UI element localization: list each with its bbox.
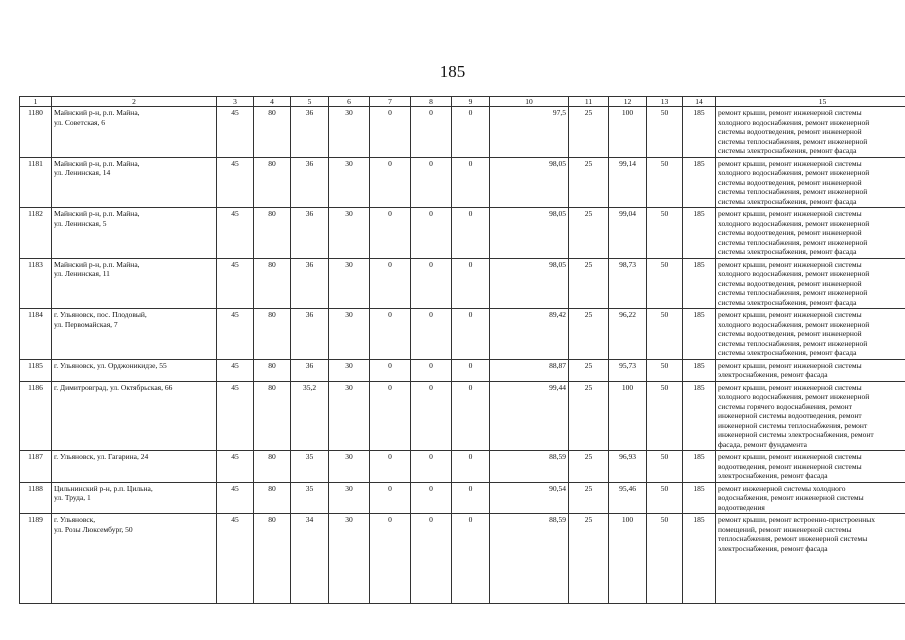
value-c12: 99,04 bbox=[609, 208, 647, 259]
page-number: 185 bbox=[439, 62, 466, 81]
value-c6: 30 bbox=[329, 157, 370, 208]
works-line: электроснабжения, ремонт фасада bbox=[718, 543, 828, 553]
table-body bbox=[20, 107, 905, 604]
value-c8: 0 bbox=[411, 208, 452, 259]
value-c11: 25 bbox=[569, 359, 609, 381]
address-cell bbox=[52, 208, 217, 259]
value-c4: 80 bbox=[254, 381, 291, 451]
value-c6: 30 bbox=[329, 381, 370, 451]
works-line: помещений, ремонт инженерной системы bbox=[718, 524, 852, 534]
works-line: системы водоотведения, ремонт инженерной bbox=[718, 278, 862, 288]
value-c8: 0 bbox=[411, 359, 452, 381]
works-cell bbox=[716, 514, 905, 604]
works-line: системы теплоснабжения, ремонт инженерной bbox=[718, 237, 868, 247]
value-c7: 0 bbox=[370, 359, 411, 381]
value-c10: 88,59 bbox=[490, 514, 569, 604]
value-c14: 185 bbox=[683, 359, 716, 381]
row-number: 1182 bbox=[20, 208, 52, 259]
address-cell bbox=[52, 309, 217, 360]
address-line: г. Ульяновск, ул. Орджоникидзе, 55 bbox=[54, 360, 167, 370]
table-row bbox=[20, 451, 905, 483]
address-line: Майнский р-н, р.п. Майна, bbox=[54, 158, 140, 168]
table-header-row bbox=[20, 97, 905, 107]
value-c11: 25 bbox=[569, 258, 609, 309]
value-c7: 0 bbox=[370, 482, 411, 514]
value-c4: 80 bbox=[254, 309, 291, 360]
works-line: системы теплоснабжения, ремонт инженерной bbox=[718, 338, 868, 348]
table-row bbox=[20, 359, 905, 381]
works-line: системы электроснабжения, ремонт фасада bbox=[718, 196, 857, 206]
value-c5: 35 bbox=[291, 451, 329, 483]
works-line: системы водоотведения, ремонт инженерной bbox=[718, 329, 862, 338]
works-line: системы теплоснабжения, ремонт инженерной bbox=[718, 136, 868, 146]
value-c14: 185 bbox=[683, 451, 716, 483]
value-c10: 98,05 bbox=[490, 208, 569, 259]
value-c3: 45 bbox=[217, 208, 254, 259]
works-line: ремонт крыши, ремонт инженерной системы bbox=[718, 108, 862, 117]
row-number: 1189 bbox=[20, 514, 52, 604]
value-c8: 0 bbox=[411, 258, 452, 309]
column-header-7: 7 bbox=[370, 97, 411, 107]
value-c4: 80 bbox=[254, 107, 291, 158]
works-line: системы электроснабжения, ремонт фасада bbox=[718, 146, 857, 155]
column-header-1: 1 bbox=[20, 97, 52, 107]
address-cell bbox=[52, 514, 217, 604]
address-line: г. Ульяновск, пос. Плодовый, bbox=[54, 310, 147, 319]
column-header-2: 2 bbox=[52, 97, 217, 107]
works-cell bbox=[716, 381, 905, 451]
column-header-15: 15 bbox=[716, 97, 905, 107]
works-line: водоотведения bbox=[718, 502, 765, 512]
address-line: г. Ульяновск, ул. Гагарина, 24 bbox=[54, 452, 149, 461]
value-c5: 36 bbox=[291, 208, 329, 259]
address-line: г. Ульяновск, bbox=[54, 515, 96, 524]
works-line: ремонт крыши, ремонт инженерной системы bbox=[718, 382, 862, 392]
table-row bbox=[20, 514, 905, 604]
address-line: Майнский р-н, р.п. Майна, bbox=[54, 259, 140, 269]
value-c8: 0 bbox=[411, 514, 452, 604]
value-c6: 30 bbox=[329, 359, 370, 381]
address-cell bbox=[52, 381, 217, 451]
value-c10: 90,54 bbox=[490, 482, 569, 514]
value-c13: 50 bbox=[647, 157, 683, 208]
address-cell bbox=[52, 258, 217, 309]
value-c5: 36 bbox=[291, 107, 329, 158]
works-line: инженерной системы водоотведения, ремонт bbox=[718, 411, 862, 420]
value-c4: 80 bbox=[254, 359, 291, 381]
works-line: системы теплоснабжения, ремонт инженерной bbox=[718, 187, 868, 196]
value-c14: 185 bbox=[683, 157, 716, 208]
value-c13: 50 bbox=[647, 258, 683, 309]
works-line: системы электроснабжения, ремонт фасада bbox=[718, 348, 857, 357]
address-line: г. Димитровград, ул. Октябрьская, 66 bbox=[54, 382, 173, 392]
value-c10: 88,59 bbox=[490, 451, 569, 483]
address-cell bbox=[52, 482, 217, 514]
row-number: 1183 bbox=[20, 258, 52, 309]
value-c7: 0 bbox=[370, 381, 411, 451]
address-line: ул. Труда, 1 bbox=[54, 493, 91, 502]
value-c8: 0 bbox=[411, 482, 452, 514]
value-c12: 100 bbox=[609, 381, 647, 451]
column-header-10: 10 bbox=[490, 97, 569, 107]
value-c7: 0 bbox=[370, 208, 411, 259]
works-line: системы водоотведения, ремонт инженерной bbox=[718, 177, 862, 187]
value-c12: 100 bbox=[609, 107, 647, 158]
value-c10: 89,42 bbox=[490, 309, 569, 360]
column-header-6: 6 bbox=[329, 97, 370, 107]
value-c13: 50 bbox=[647, 208, 683, 259]
address-line: Цильнинский р-н, р.п. Цильна, bbox=[54, 483, 153, 493]
table-row bbox=[20, 208, 905, 259]
address-line: Майнский р-н, р.п. Майна, bbox=[54, 209, 140, 218]
value-c4: 80 bbox=[254, 451, 291, 483]
works-line: системы теплоснабжения, ремонт инженерной bbox=[718, 288, 868, 297]
works-line: холодного водоснабжения, ремонт инженерной bbox=[718, 218, 870, 228]
value-c9: 0 bbox=[452, 107, 490, 158]
value-c5: 35,2 bbox=[291, 381, 329, 451]
registry-table bbox=[19, 96, 905, 604]
value-c14: 185 bbox=[683, 309, 716, 360]
row-number: 1184 bbox=[20, 309, 52, 360]
value-c11: 25 bbox=[569, 451, 609, 483]
value-c3: 45 bbox=[217, 381, 254, 451]
works-line: водоснабжения, ремонт инженерной системы bbox=[718, 493, 864, 502]
row-number: 1186 bbox=[20, 381, 52, 451]
value-c11: 25 bbox=[569, 208, 609, 259]
row-number: 1185 bbox=[20, 359, 52, 381]
table-row bbox=[20, 381, 905, 451]
works-cell bbox=[716, 482, 905, 514]
value-c6: 30 bbox=[329, 107, 370, 158]
works-line: холодного водоснабжения, ремонт инженерной bbox=[718, 168, 870, 177]
works-cell bbox=[716, 107, 905, 158]
value-c6: 30 bbox=[329, 451, 370, 483]
address-line: Майнский р-н, р.п. Майна, bbox=[54, 108, 140, 117]
value-c4: 80 bbox=[254, 208, 291, 259]
table-row bbox=[20, 157, 905, 208]
value-c11: 25 bbox=[569, 514, 609, 604]
table-row bbox=[20, 107, 905, 158]
value-c14: 185 bbox=[683, 107, 716, 158]
value-c12: 95,46 bbox=[609, 482, 647, 514]
value-c9: 0 bbox=[452, 258, 490, 309]
works-line: ремонт крыши, ремонт инженерной системы bbox=[718, 452, 862, 461]
row-number: 1188 bbox=[20, 482, 52, 514]
value-c12: 100 bbox=[609, 514, 647, 604]
value-c8: 0 bbox=[411, 107, 452, 158]
row-number: 1181 bbox=[20, 157, 52, 208]
table-row bbox=[20, 482, 905, 514]
value-c12: 98,73 bbox=[609, 258, 647, 309]
table-row bbox=[20, 309, 905, 360]
value-c12: 99,14 bbox=[609, 157, 647, 208]
row-number: 1187 bbox=[20, 451, 52, 483]
column-header-11: 11 bbox=[569, 97, 609, 107]
value-c14: 185 bbox=[683, 208, 716, 259]
value-c6: 30 bbox=[329, 208, 370, 259]
value-c7: 0 bbox=[370, 451, 411, 483]
value-c3: 45 bbox=[217, 451, 254, 483]
address-cell bbox=[52, 451, 217, 483]
works-line: инженерной системы теплоснабжения, ремонт bbox=[718, 420, 868, 430]
column-header-4: 4 bbox=[254, 97, 291, 107]
value-c7: 0 bbox=[370, 157, 411, 208]
value-c8: 0 bbox=[411, 381, 452, 451]
works-cell bbox=[716, 258, 905, 309]
address-line: ул. Ленинская, 14 bbox=[54, 168, 111, 177]
value-c10: 88,87 bbox=[490, 359, 569, 381]
works-line: электроснабжения, ремонт фасада bbox=[718, 471, 828, 480]
value-c9: 0 bbox=[452, 208, 490, 259]
column-header-9: 9 bbox=[452, 97, 490, 107]
value-c13: 50 bbox=[647, 451, 683, 483]
value-c12: 95,73 bbox=[609, 359, 647, 381]
value-c13: 50 bbox=[647, 514, 683, 604]
value-c14: 185 bbox=[683, 482, 716, 514]
value-c5: 34 bbox=[291, 514, 329, 604]
value-c4: 80 bbox=[254, 482, 291, 514]
value-c10: 97,5 bbox=[490, 107, 569, 158]
table-row bbox=[20, 258, 905, 309]
value-c6: 30 bbox=[329, 258, 370, 309]
value-c13: 50 bbox=[647, 381, 683, 451]
value-c11: 25 bbox=[569, 482, 609, 514]
value-c5: 36 bbox=[291, 157, 329, 208]
value-c5: 36 bbox=[291, 258, 329, 309]
address-cell bbox=[52, 107, 217, 158]
value-c7: 0 bbox=[370, 258, 411, 309]
address-cell bbox=[52, 157, 217, 208]
value-c10: 98,05 bbox=[490, 157, 569, 208]
value-c7: 0 bbox=[370, 107, 411, 158]
value-c9: 0 bbox=[452, 359, 490, 381]
address-line: ул. Розы Люксембург, 50 bbox=[54, 524, 133, 534]
value-c4: 80 bbox=[254, 514, 291, 604]
value-c9: 0 bbox=[452, 157, 490, 208]
value-c6: 30 bbox=[329, 482, 370, 514]
column-header-3: 3 bbox=[217, 97, 254, 107]
value-c14: 185 bbox=[683, 514, 716, 604]
column-header-12: 12 bbox=[609, 97, 647, 107]
address-line: ул. Первомайская, 7 bbox=[54, 319, 118, 329]
value-c13: 50 bbox=[647, 482, 683, 514]
value-c3: 45 bbox=[217, 359, 254, 381]
works-line: системы горячего водоснабжения, ремонт bbox=[718, 401, 852, 411]
value-c8: 0 bbox=[411, 451, 452, 483]
value-c8: 0 bbox=[411, 157, 452, 208]
works-line: ремонт инженерной системы холодного bbox=[718, 483, 846, 493]
value-c11: 25 bbox=[569, 157, 609, 208]
value-c9: 0 bbox=[452, 514, 490, 604]
works-line: ремонт крыши, ремонт инженерной системы bbox=[718, 158, 862, 168]
value-c3: 45 bbox=[217, 258, 254, 309]
value-c14: 185 bbox=[683, 258, 716, 309]
value-c13: 50 bbox=[647, 309, 683, 360]
works-line: системы электроснабжения, ремонт фасада bbox=[718, 247, 857, 256]
works-line: инженерной системы электроснабжения, ремонт bbox=[718, 430, 874, 439]
value-c3: 45 bbox=[217, 157, 254, 208]
row-number: 1180 bbox=[20, 107, 52, 158]
address-line: ул. Ленинская, 5 bbox=[54, 218, 107, 228]
works-cell bbox=[716, 451, 905, 483]
value-c10: 98,05 bbox=[490, 258, 569, 309]
value-c9: 0 bbox=[452, 482, 490, 514]
works-cell bbox=[716, 359, 905, 381]
works-cell bbox=[716, 157, 905, 208]
value-c13: 50 bbox=[647, 107, 683, 158]
value-c6: 30 bbox=[329, 309, 370, 360]
works-line: холодного водоснабжения, ремонт инженерной bbox=[718, 117, 870, 127]
address-line: ул. Ленинская, 11 bbox=[54, 269, 110, 278]
works-line: фасада, ремонт фундамента bbox=[718, 439, 807, 449]
value-c3: 45 bbox=[217, 309, 254, 360]
column-header-8: 8 bbox=[411, 97, 452, 107]
value-c5: 35 bbox=[291, 482, 329, 514]
column-header-13: 13 bbox=[647, 97, 683, 107]
value-c5: 36 bbox=[291, 309, 329, 360]
value-c3: 45 bbox=[217, 107, 254, 158]
column-header-14: 14 bbox=[683, 97, 716, 107]
works-line: системы водоотведения, ремонт инженерной bbox=[718, 228, 862, 237]
works-line: системы водоотведения, ремонт инженерной bbox=[718, 127, 862, 136]
works-line: ремонт крыши, ремонт инженерной системы bbox=[718, 259, 862, 269]
value-c13: 50 bbox=[647, 359, 683, 381]
value-c14: 185 bbox=[683, 381, 716, 451]
value-c7: 0 bbox=[370, 514, 411, 604]
value-c6: 30 bbox=[329, 514, 370, 604]
value-c10: 99,44 bbox=[490, 381, 569, 451]
address-cell bbox=[52, 359, 217, 381]
works-line: ремонт крыши, ремонт инженерной системы bbox=[718, 209, 862, 218]
value-c5: 36 bbox=[291, 359, 329, 381]
value-c9: 0 bbox=[452, 381, 490, 451]
works-line: холодного водоснабжения, ремонт инженерной bbox=[718, 269, 870, 278]
value-c9: 0 bbox=[452, 451, 490, 483]
value-c11: 25 bbox=[569, 309, 609, 360]
value-c3: 45 bbox=[217, 482, 254, 514]
value-c4: 80 bbox=[254, 258, 291, 309]
value-c12: 96,93 bbox=[609, 451, 647, 483]
works-line: системы электроснабжения, ремонт фасада bbox=[718, 297, 857, 307]
works-line: холодного водоснабжения, ремонт инженерной bbox=[718, 392, 870, 401]
works-cell bbox=[716, 309, 905, 360]
value-c11: 25 bbox=[569, 381, 609, 451]
value-c11: 25 bbox=[569, 107, 609, 158]
works-cell bbox=[716, 208, 905, 259]
works-line: холодного водоснабжения, ремонт инженерной bbox=[718, 319, 870, 329]
works-line: электроснабжения, ремонт фасада bbox=[718, 370, 828, 379]
value-c4: 80 bbox=[254, 157, 291, 208]
value-c8: 0 bbox=[411, 309, 452, 360]
works-line: ремонт крыши, ремонт инженерной системы bbox=[718, 360, 862, 370]
address-line: ул. Советская, 6 bbox=[54, 117, 105, 127]
works-line: теплоснабжения, ремонт инженерной системы bbox=[718, 534, 868, 543]
value-c7: 0 bbox=[370, 309, 411, 360]
works-line: водоотведения, ремонт инженерной системы bbox=[718, 461, 862, 471]
works-line: ремонт крыши, ремонт инженерной системы bbox=[718, 310, 862, 319]
value-c9: 0 bbox=[452, 309, 490, 360]
value-c12: 96,22 bbox=[609, 309, 647, 360]
works-line: ремонт крыши, ремонт встроенно-пристроенных bbox=[718, 515, 876, 524]
column-header-5: 5 bbox=[291, 97, 329, 107]
value-c3: 45 bbox=[217, 514, 254, 604]
